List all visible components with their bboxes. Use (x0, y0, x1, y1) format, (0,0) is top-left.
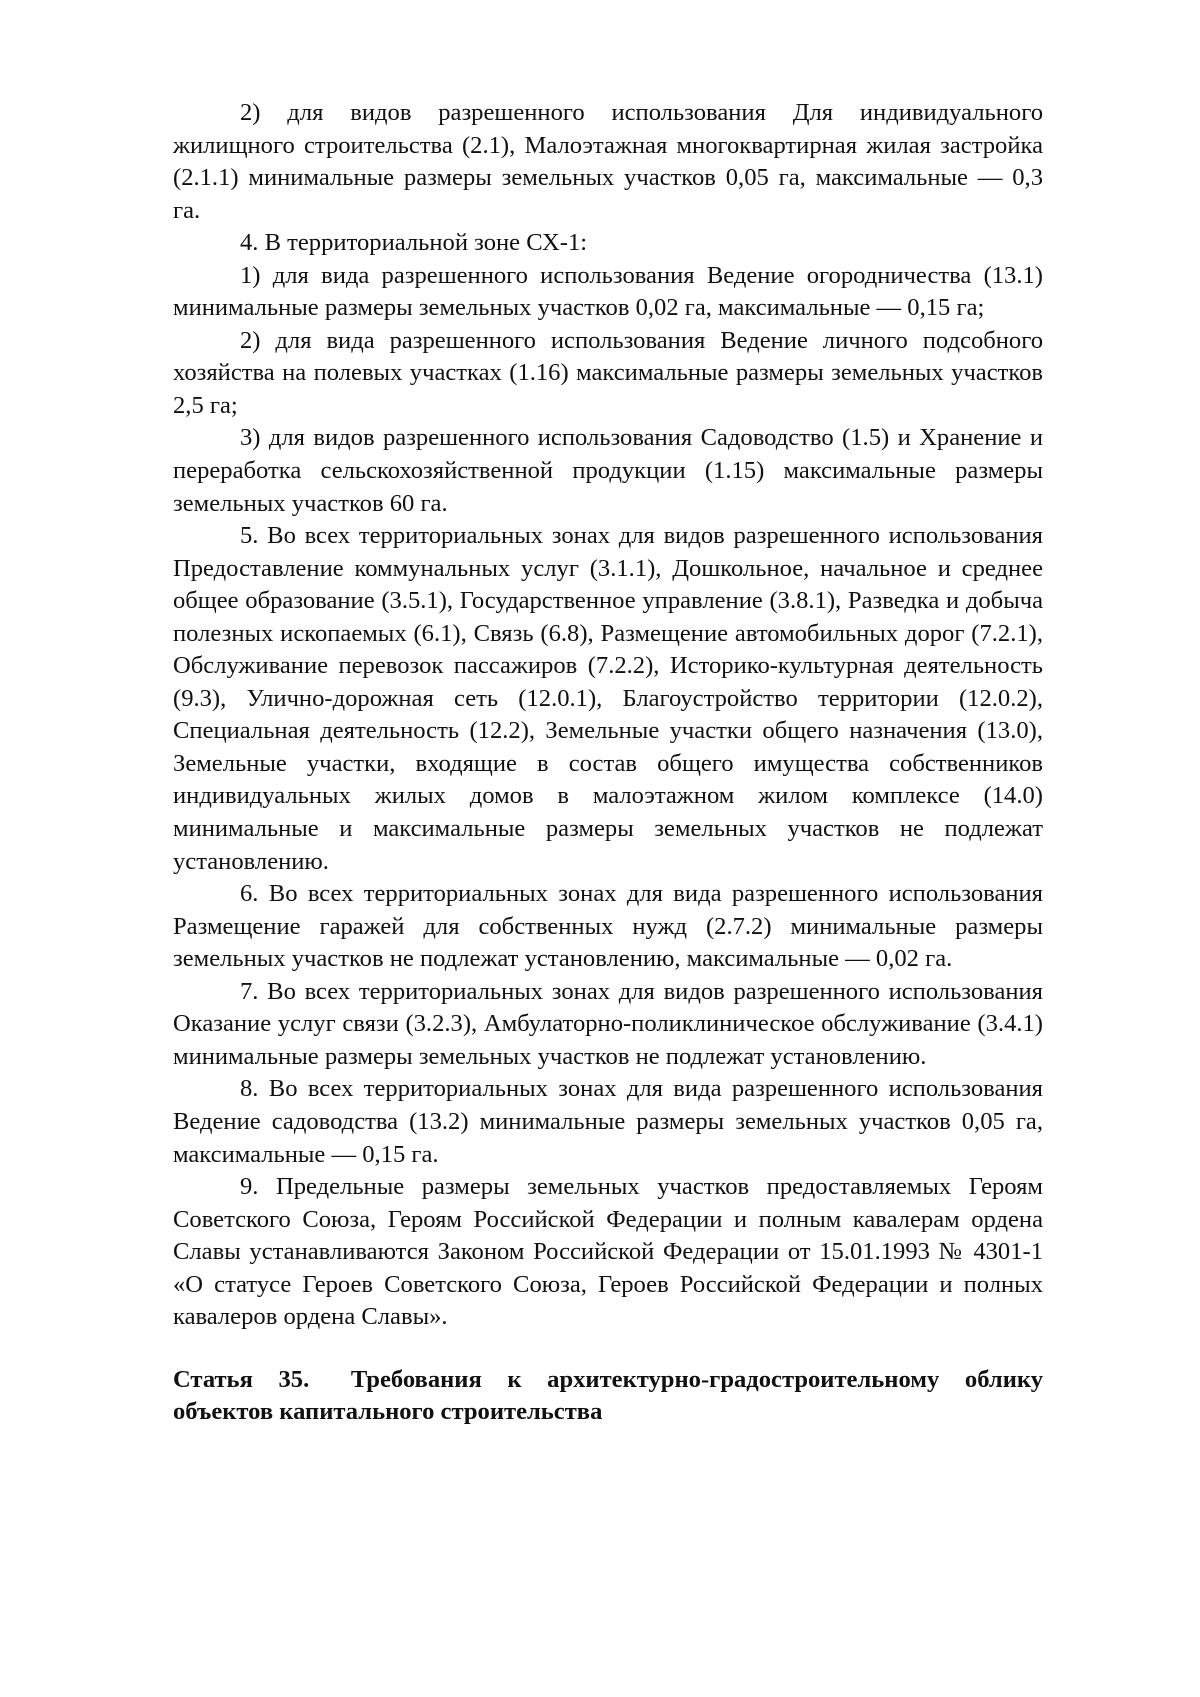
article-heading (173, 1364, 1043, 1428)
paragraph-item-2-personal-farm: 2) для вида разрешенного использования Ведение личного подсобного хозяйства на полевых участках (1.16) максимальные размеры земельных участков 2,5 га; (173, 326, 1043, 419)
paragraph-item-3-horticulture: 3) для видов разрешенного использования Садоводство (1.5) и Хранение и переработка сельскохозяйственной продукции (1.15) максимальные размеры земельных участков 60 га. (173, 424, 1043, 517)
paragraph-item-1-gardening: 1) для вида разрешенного использования Ведение огородничества (13.1) минимальные размеры земельных участков 0,02 га, максимальные — 0,15 га; (173, 261, 1043, 322)
paragraph-item-2-individual-housing: 2) для видов разрешенного использования Для индивидуального жилищного строительства (2.1), Малоэтажная многоквартирная жилая застройка (2.1.1) минимальные размеры земельных участков 0,05 га, максимальные — 0,3 га. (173, 99, 1043, 224)
paragraph-8-garden: 8. Во всех территориальных зонах для вида разрешенного использования Ведение садоводства (13.2) минимальные размеры земельных участков 0,05 га, максимальные — 0,15 га. (173, 1075, 1043, 1168)
paragraph-9-heroes: 9. Предельные размеры земельных участков предоставляемых Героям Советского Союза, Героям Российской Федерации и полным кавалерам ордена Славы устанавливаются Законом Российской Федерации от 15.01.1993 № 4301-1 «О статусе Героев Советского Союза, Героев Российской Федерации и полных кавалеров ордена Славы». (173, 1173, 1043, 1331)
paragraph-5-all-zones: 5. Во всех территориальных зонах для видов разрешенного использования Предоставление коммунальных услуг (3.1.1), Дошкольное, начальное и среднее общее образование (3.5.1), Государственное управление (3.8.1), Разведка и добыча полезных ископаемых (6.1), Связь (6.8), Размещение автомобильных дорог (7.2.1), Обслуживание перевозок пассажиров (7.2.2), Историко-культурная деятельность (9.3), Улично-дорожная сеть (12.0.1), Благоустройство территории (12.0.2), Специальная деятельность (12.2), Земельные участки общего назначения (13.0), Земельные участки, входящие в состав общего имущества собственников индивидуальных жилых домов в малоэтажном жилом комплексе (14.0) минимальные и максимальные размеры земельных участков не подлежат установлению. (173, 522, 1043, 875)
paragraph-zone-sh1: 4. В территориальной зоне СХ-1: (240, 229, 588, 257)
paragraph-6-garages: 6. Во всех территориальных зонах для вида разрешенного использования Размещение гаражей для собственных нужд (2.7.2) минимальные размеры земельных участков не подлежат установлению, максимальные — 0,02 га. (173, 880, 1043, 973)
document-page (173, 97, 1043, 1428)
article-title: Требования к архитектурно-градостроительному облику объектов капитального строительства (173, 1365, 1043, 1425)
paragraph-7-communication: 7. Во всех территориальных зонах для видов разрешенного использования Оказание услуг связи (3.2.3), Амбулаторно-поликлиническое обслуживание (3.4.1) минимальные размеры земельных участков не подлежат установлению. (173, 977, 1043, 1070)
article-number: Статья 35. (173, 1365, 310, 1393)
